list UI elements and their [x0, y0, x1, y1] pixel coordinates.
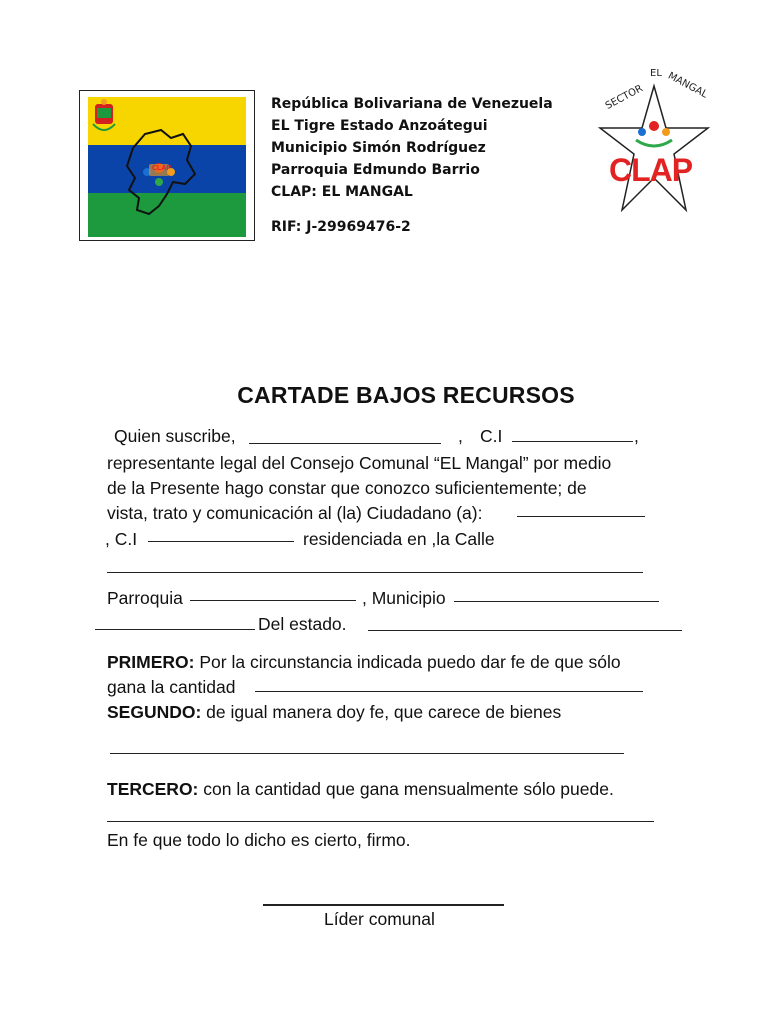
ci-blank-line — [512, 441, 633, 442]
cantidad-blank-line — [255, 691, 643, 692]
flag-emblem-text: CLAP — [152, 165, 172, 172]
logo-arc-word-sector: SECTOR — [603, 83, 645, 112]
segundo-label: SEGUNDO: — [107, 702, 202, 722]
parroquia-blank-line — [190, 600, 356, 601]
header-line-4: Parroquia Edmundo Barrio — [271, 162, 480, 178]
municipio-blank-line — [454, 601, 659, 602]
puede-blank-line — [107, 821, 654, 822]
p1-comma: , — [458, 426, 463, 446]
p3-text: de la Presente hago constar que conozco suficientemente; de — [107, 478, 587, 498]
p1-end-comma: , — [634, 426, 639, 446]
closing-text: En fe que todo lo dicho es cierto, firmo. — [107, 830, 411, 850]
p1-ci-label: C.I — [480, 426, 503, 446]
estado-blank-line — [368, 630, 682, 631]
tercero-line — [107, 779, 614, 800]
clap-logo — [596, 62, 718, 220]
header-line-1: República Bolivariana de Venezuela — [271, 96, 553, 112]
p4-text: vista, trato y comunicación al (la) Ciudadano (a): — [107, 503, 483, 523]
tercero-label: TERCERO: — [107, 779, 199, 799]
name-blank-line — [249, 443, 441, 444]
logo-arc-word-el: EL — [650, 68, 662, 79]
estado-pre-blank-line — [95, 629, 255, 630]
primero-cont: gana la cantidad — [107, 677, 236, 697]
municipio-label: , Municipio — [362, 588, 446, 608]
p5-ci-blank-line — [148, 541, 294, 542]
p5-residenciada: residenciada en ,la Calle — [303, 529, 495, 549]
parroquia-label: Parroquia — [107, 588, 183, 608]
signature-line — [263, 904, 504, 906]
logo-brand: CLAP — [609, 152, 693, 188]
segundo-text: de igual manera doy fe, que carece de bienes — [201, 702, 562, 722]
header-line-3: Municipio Simón Rodríguez — [271, 140, 486, 156]
header-line-2: EL Tigre Estado Anzoátegui — [271, 118, 488, 134]
p2-text: representante legal del Consejo Comunal “EL Mangal” por medio — [107, 453, 612, 473]
header-line-5: CLAP: EL MANGAL — [271, 184, 413, 200]
p5-ci-label: , C.I — [105, 529, 138, 549]
primero-label: PRIMERO: — [107, 652, 195, 672]
estado-label: Del estado. — [258, 614, 347, 634]
primero-text: Por la circunstancia indicada puedo dar fe de que sólo — [194, 652, 621, 672]
ciudadano-blank-line — [517, 516, 645, 517]
primero-line — [107, 652, 621, 673]
header-rif: RIF: J-29969476-2 — [271, 219, 411, 235]
calle-blank-line — [107, 572, 643, 573]
p1-quien-suscribe: Quien suscribe, — [114, 426, 236, 446]
tercero-text: con la cantidad que gana mensualmente sólo puede. — [198, 779, 614, 799]
signature-label: Líder comunal — [324, 909, 435, 929]
segundo-line — [107, 702, 561, 723]
bienes-blank-line — [110, 753, 624, 754]
logo-arc-word-mangal: MANGAL — [665, 70, 710, 101]
flag-frame — [79, 90, 255, 241]
document-title: CARTADE BAJOS RECURSOS — [237, 382, 575, 408]
